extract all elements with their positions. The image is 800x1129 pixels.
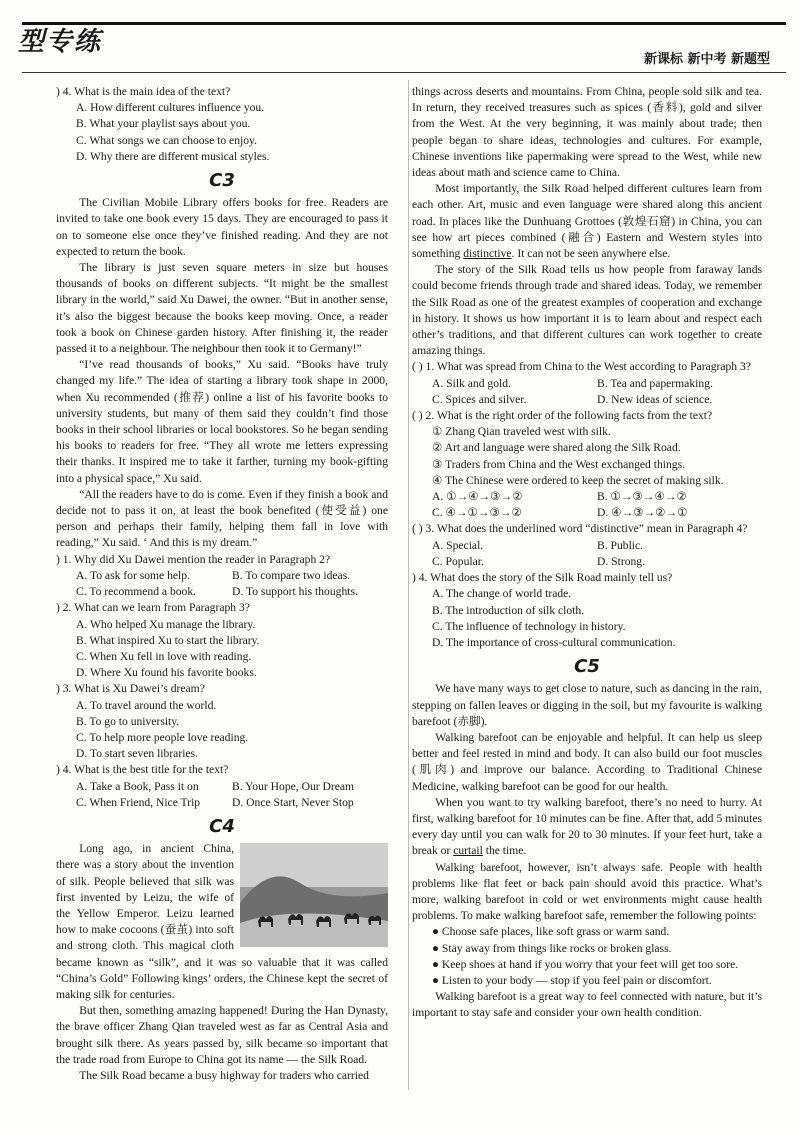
silk-road-camel-caravan-image (240, 843, 388, 947)
c4-paragraph-4-end: . It can not be seen anywhere else. (511, 247, 671, 261)
c4-paragraph-4-text: Most importantly, the Silk Road helped different cultures learn from each other. Art, music and even language were shared along this ancient road. In places like the Dunhuang Grottoes (敦煌石窟) in China, you can see how art pieces combined (融合) Eastern and Western styles into something (412, 182, 762, 261)
c3-question-1 (56, 552, 388, 601)
left-column (56, 84, 388, 1084)
option-a: A. Who helped Xu manage the library. (76, 617, 256, 631)
option-b: B. What your playlist says about you. (76, 117, 251, 131)
option-c: C. Popular. (432, 554, 484, 568)
c3-paragraph-1: The Civilian Mobile Library offers books for free. Readers are invited to take one book every 15 days. They are encouraged to pass it on to someone else once they’ve finished reading. And they are not expected to return the book. (56, 196, 388, 258)
series-tagline: 新课标 新中考 新题型 (643, 52, 770, 67)
question-stem: ) 4. What is the main idea of the text? (56, 85, 231, 98)
fact-2: ② Art and language were shared along the Silk Road. (432, 441, 681, 455)
option-b: B. What inspired Xu to start the library. (76, 633, 260, 647)
option-c: C. The influence of technology in history. (432, 619, 626, 633)
question-stem: ) 4. What does the story of the Silk Road mainly tell us? (412, 571, 673, 585)
section-heading-c5: C5 (574, 656, 600, 678)
question-stem: ) 3. What is Xu Dawei’s dream? (56, 682, 205, 696)
c4-question-3 (412, 521, 762, 570)
section-heading-c4: C4 (209, 815, 235, 837)
bullet-3: ● Keep shoes at hand if you worry that your feet will get too sore. (432, 957, 739, 971)
c2-question-4 (56, 84, 388, 165)
top-rule (22, 22, 786, 25)
option-a: A. The change of world trade. (432, 587, 572, 601)
option-d: D. Where Xu found his favorite books. (76, 666, 257, 680)
option-c: C. Spices and silver. (432, 392, 527, 406)
c3-paragraph-3: “I’ve read thousands of books,” Xu said. “Books have truly changed my life.” The idea of starting a library took shape in 2000, when Xu recommended (推荐) online a list of his favorite books to university students, but many of them said they couldn’t find those books in their school libraries or local bookstores. So he began sending his books to readers for free. “They all wrote me letters expressing their thanks. It inspired me to take it farther, turning my book-gifting into a physical space,” Xu said. (56, 358, 388, 485)
c4-paragraph-2: But then, something amazing happened! During the Han Dynasty, the brave officer Zhang Qian traveled west as far as Central Asia and brought silk there. As years passed by, silk became so important that the trade road from Europe to China got its name — the Silk Road. (56, 1004, 388, 1066)
question-stem: ) 2. What can we learn from Paragraph 3? (56, 601, 250, 615)
option-b: B. Your Hope, Our Dream (232, 779, 355, 793)
column-divider (408, 80, 409, 1090)
option-a: A. Silk and gold. (432, 376, 511, 390)
c3-paragraph-4: “All the readers have to do is come. Even if they finish a book and decide not to pass it on, at least the book benefited (使受益) one person and perhaps their family, helping them fall in love with reading,” Xu said. ‘ And this is my dream.” (56, 487, 388, 550)
option-a: A. Special. (432, 538, 484, 552)
c3-paragraph-2: The library is just seven square meters in size but houses thousands of books on different subjects. “It might be the smallest library in the world,” said Xu Dawei, the owner. “But in another sense, it’s also the biggest because the books keep moving. Once, a reader took a book on Chinese garden history. After finishing it, the reader passed it to a neighbour. The neighbour then took it to Germany!” (56, 261, 388, 356)
option-d: D. New ideas of science. (597, 392, 713, 406)
bullet-1: ● Choose safe places, like soft grass or warm sand. (432, 925, 670, 939)
underlined-word-curtail: curtail (453, 844, 483, 858)
c4-question-1 (412, 359, 762, 408)
c4-paragraph-3-cont (412, 84, 762, 181)
c4-paragraph-5: The story of the Silk Road tells us how people from faraway lands could become friends through trade and shared ideas. Today, we remember the Silk Road as one of the greatest examples of cooperation and exchange in history. It shows us how important it is to learn about and respect each other’s traditions, and that different cultures can work together to create amazing things. (412, 263, 762, 358)
option-a: A. Take a Book, Pass it on (76, 779, 199, 793)
option-a: A. How different cultures influence you. (76, 101, 265, 115)
option-d: D. Why there are different musical styles. (76, 149, 270, 163)
option-a: A. To travel around the world. (76, 698, 217, 712)
option-b: B. ①→③→④→② (597, 490, 687, 504)
option-d: D. Once Start, Never Stop (232, 795, 354, 809)
section-heading-c3: C3 (209, 170, 235, 192)
option-d: D. ④→③→②→① (597, 506, 688, 520)
fact-1: ① Zhang Qian traveled west with silk. (432, 425, 611, 439)
c4-paragraph-4 (412, 181, 762, 262)
option-d: D. Strong. (597, 554, 645, 568)
option-c: C. To help more people love reading. (76, 730, 249, 744)
c4-paragraph-3-text: things across deserts and mountains. From China, people sold silk and tea. In return, they received treasures such as spices (香料), gold and silver from the West. At the very beginning, it was mainly about trade; then people began to share ideas, technologies and cultures. For example, Chinese inventions like papermaking were spread to the West, while new ideas about math and science came to China. (412, 85, 762, 180)
option-c: C. What songs we can choose to enjoy. (76, 133, 257, 147)
option-c: C. When Friend, Nice Trip (76, 795, 201, 809)
bullet-4: ● Listen to your body — stop if you feel pain or discomfort. (432, 973, 712, 987)
c5-paragraph-3-end: the time. (482, 844, 527, 858)
option-c: C. ④→①→③→② (432, 506, 522, 520)
underlined-word-distinctive: distinctive (463, 247, 512, 261)
c5-paragraph-3-text: When you want to try walking barefoot, there’s no need to hurry. At first, walking barefoot for 10 minutes can be fine. After that, add 5 minutes every day until you can walk for 20 to 30 minutes. If your feet hurt, take a break or (412, 795, 762, 858)
right-column (412, 84, 762, 1022)
c5-paragraph-2: Walking barefoot can be enjoyable and helpful. It can help us sleep better and feel rested in mind and body. It can also build our foot muscles (肌肉) and improve our balance. According to Traditional Chinese Medicine, walking barefoot can be good for our health. (412, 730, 762, 793)
c4-paragraph-1: Long ago, in ancient China, there was a story about the invention of silk. People believed that silk was first invented by Leizu, the wife of the Yellow Emperor. Leizu learned how to make cocoons (蚕茧) into soft and strong cloth. This magical cloth became known as “silk”, and it was so valuable that it was called “China’s Gold” Following kings’ orders, the Chinese kept the secret of making silk for centuries. (56, 842, 388, 1001)
c5-closing: Walking barefoot is a great way to feel connected with nature, but it’s important to stay safe and consider your own health condition. (412, 990, 762, 1020)
c3-question-4 (56, 762, 388, 811)
fact-4: ④ The Chinese were ordered to keep the secret of making silk. (432, 473, 724, 487)
option-a: A. ①→④→③→② (432, 490, 523, 504)
option-b: B. The introduction of silk cloth. (432, 603, 585, 617)
option-d: D. The importance of cross-cultural communication. (432, 635, 676, 649)
question-stem: ( ) 2. What is the right order of the following facts from the text? (412, 409, 713, 423)
bullet-2: ● Stay away from things like rocks or broken glass. (432, 941, 672, 955)
option-b: B. To go to university. (76, 714, 180, 728)
option-b: B. To compare two ideas. (232, 568, 351, 582)
c3-question-3 (56, 681, 388, 762)
header-rule (22, 72, 786, 73)
c5-paragraph-1: We have many ways to get close to nature, such as dancing in the rain, stepping on fallen leaves or digging in the soil, but my favourite is walking barefoot (赤脚). (412, 682, 762, 728)
question-stem: ) 4. What is the best title for the text? (56, 763, 229, 777)
option-b: B. Public. (597, 538, 644, 552)
c4-question-4 (412, 570, 762, 651)
option-c: C. To recommend a book. (76, 585, 197, 599)
c4-question-2 (412, 408, 762, 521)
c5-paragraph-4: Walking barefoot, however, isn’t always safe. People with health problems like flat feet or back pain should avoid this practice. What’s more, walking barefoot in cold or wet environments might cause health problems. To make walking barefoot safe, remember the following points: (412, 860, 762, 923)
c4-paragraph-3-start: The Silk Road became a busy highway for traders who carried (79, 1068, 369, 1082)
option-d: D. To start seven libraries. (76, 747, 198, 761)
option-d: D. To support his thoughts. (232, 585, 358, 599)
c5-paragraph-3 (412, 795, 762, 860)
c3-question-2 (56, 600, 388, 681)
fact-3: ③ Traders from China and the West exchanged things. (432, 457, 685, 471)
question-stem: ) 1. Why did Xu Dawei mention the reader in Paragraph 2? (56, 552, 331, 566)
option-b: B. Tea and papermaking. (597, 376, 713, 390)
question-stem: ( ) 3. What does the underlined word “distinctive” mean in Paragraph 4? (412, 522, 748, 536)
question-stem: ( ) 1. What was spread from China to the West according to Paragraph 3? (412, 360, 751, 374)
option-c: C. When Xu fell in love with reading. (76, 649, 252, 663)
option-a: A. To ask for some help. (76, 568, 190, 582)
series-logo: 型专练 (18, 27, 103, 57)
